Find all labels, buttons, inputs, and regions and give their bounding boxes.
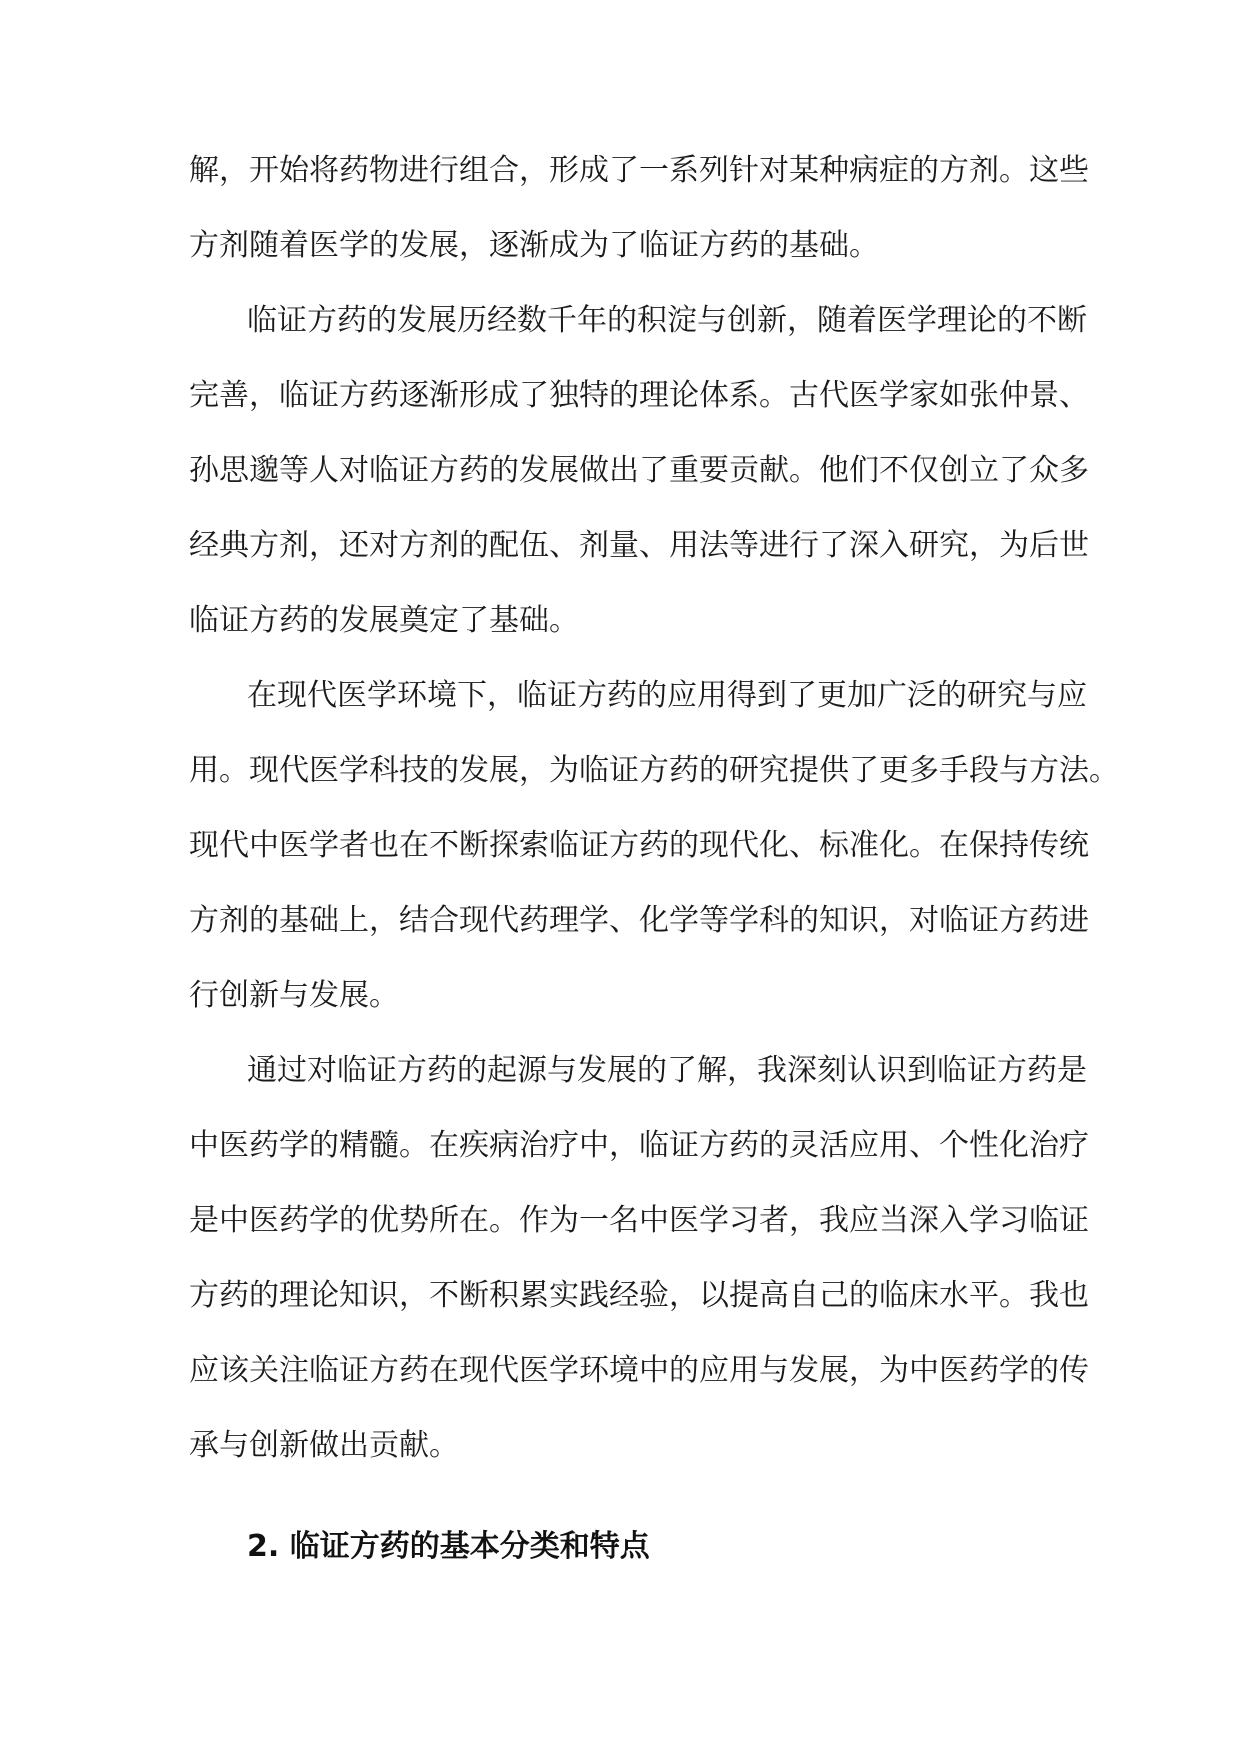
text-line: 方剂的基础上，结合现代药理学、化学等学科的知识，对临证方药进 <box>189 903 1089 938</box>
text-line: 经典方剂，还对方剂的配伍、剂量、用法等进行了深入研究，为后世 <box>189 528 1089 563</box>
paragraph-first-line: 临证方药的发展历经数千年的积淀与创新，随着医学理论的不断 <box>247 303 1087 338</box>
text-line: 解，开始将药物进行组合，形成了一系列针对某种病症的方剂。这些 <box>189 153 1089 188</box>
text-line: 方药的理论知识，不断积累实践经验，以提高自己的临床水平。我也 <box>189 1278 1089 1313</box>
text-line: 方剂随着医学的发展，逐渐成为了临证方药的基础。 <box>189 228 879 263</box>
paragraph-first-line: 通过对临证方药的起源与发展的了解，我深刻认识到临证方药是 <box>247 1053 1087 1088</box>
paragraph-first-line: 在现代医学环境下，临证方药的应用得到了更加广泛的研究与应 <box>247 678 1087 713</box>
text-line: 完善，临证方药逐渐形成了独特的理论体系。古代医学家如张仲景、 <box>189 378 1089 413</box>
text-line: 应该关注临证方药在现代医学环境中的应用与发展，为中医药学的传 <box>189 1353 1089 1388</box>
text-line: 承与创新做出贡献。 <box>189 1428 459 1463</box>
text-line: 行创新与发展。 <box>189 978 399 1013</box>
text-line: 孙思邈等人对临证方药的发展做出了重要贡献。他们不仅创立了众多 <box>189 453 1089 488</box>
text-line: 中医药学的精髓。在疾病治疗中，临证方药的灵活应用、个性化治疗 <box>189 1128 1089 1163</box>
text-line: 是中医药学的优势所在。作为一名中医学习者，我应当深入学习临证 <box>189 1203 1089 1238</box>
text-line: 临证方药的发展奠定了基础。 <box>189 603 579 638</box>
text-line: 用。现代医学科技的发展，为临证方药的研究提供了更多手段与方法。 <box>189 753 1119 788</box>
text-line: 现代中医学者也在不断探索临证方药的现代化、标准化。在保持传统 <box>189 828 1089 863</box>
section-heading: 2. 临证方药的基本分类和特点 <box>247 1529 650 1564</box>
